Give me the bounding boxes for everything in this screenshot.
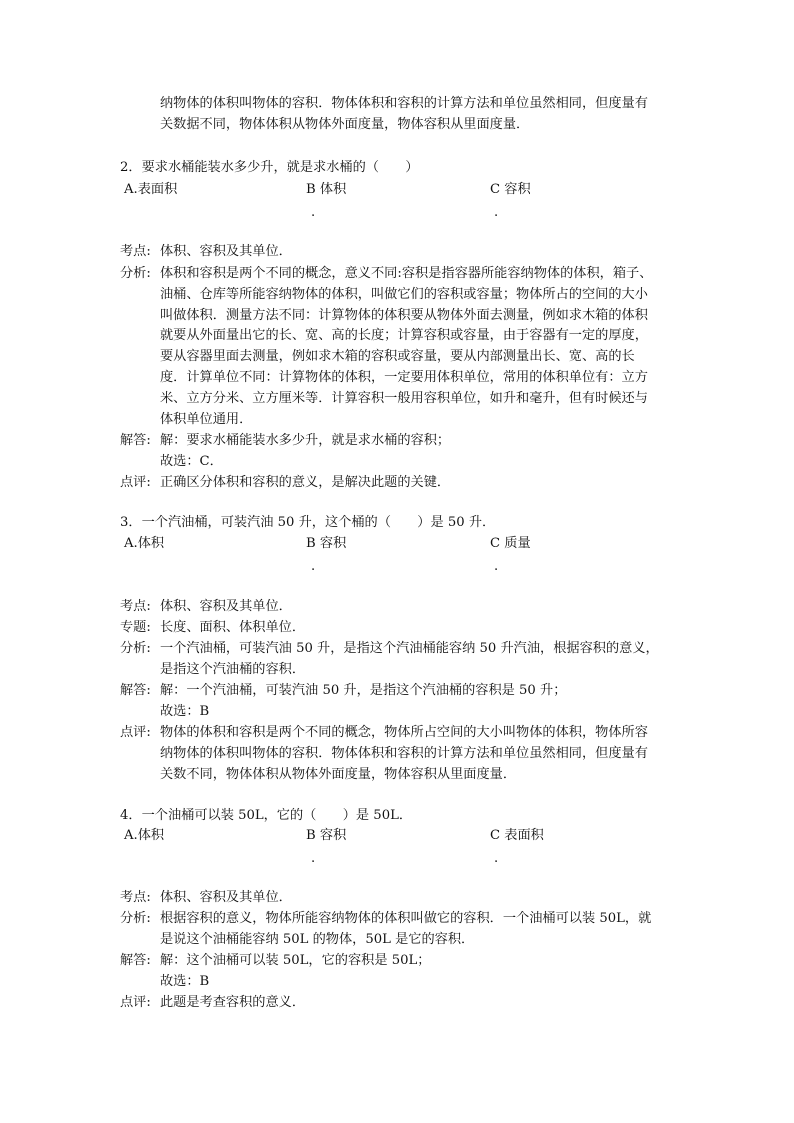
q2-kaodian: 体积、容积及其单位． xyxy=(160,244,292,259)
question-2-stem: 2．要求水桶能装水多少升，就是求水桶的（ ） xyxy=(120,160,419,175)
text-line: 一个汽油桶，可装汽油 50 升，是指这个汽油桶能容纳 50 升汽油，根据容积的意义， xyxy=(160,641,659,656)
q4-option-b: B 容积 xyxy=(306,828,347,843)
text-line: 解：一个汽油桶，可装汽油 50 升，是指这个汽油桶的容积是 50 升； xyxy=(160,683,567,698)
answer-choice: 故选：B xyxy=(160,973,210,989)
q2-option-c-dot: . xyxy=(494,205,499,220)
q4-kaodian-label: 考点: xyxy=(120,890,151,905)
q3-option-c-dot: . xyxy=(494,559,499,574)
answer-choice: 故选：B xyxy=(160,703,210,719)
q3-fenxi-label: 分析: xyxy=(120,641,151,656)
q2-dianping-label: 点评: xyxy=(120,475,151,490)
q3-kaodian-label: 考点: xyxy=(120,599,151,614)
q4-jieda xyxy=(160,951,430,993)
q4-jieda-label: 解答: xyxy=(120,953,151,968)
q2-jieda xyxy=(160,431,450,473)
q4-dianping-label: 点评: xyxy=(120,995,151,1010)
q2-option-b-dot: . xyxy=(311,205,316,220)
q3-dianping-label: 点评: xyxy=(120,725,151,740)
q3-option-b-dot: . xyxy=(311,559,316,574)
q4-fenxi-label: 分析: xyxy=(120,911,151,926)
text-line: 关数据不同，物体体积从物体外面度量，物体容积从里面度量． xyxy=(160,116,530,132)
q4-option-c: C 表面积 xyxy=(490,828,544,843)
q2-jieda-label: 解答: xyxy=(120,433,151,448)
q3-zhuanti: 长度、面积、体积单位． xyxy=(160,620,306,635)
question-4-stem: 4．一个油桶可以装 50L，它的（ ）是 50L． xyxy=(120,808,413,823)
q2-kaodian-label: 考点: xyxy=(120,244,151,259)
text-line: 纳物体的体积叫物体的容积．物体体积和容积的计算方法和单位虽然相同，但度量有 xyxy=(160,745,648,761)
q2-option-c: C 容积 xyxy=(490,182,531,197)
text-line: 要从容器里面去测量，例如求木箱的容积或容量，要从内部测量出长、宽、高的长 xyxy=(160,349,635,365)
q3-kaodian: 体积、容积及其单位． xyxy=(160,599,292,614)
q3-option-b: B 容积 xyxy=(306,536,347,551)
text-line: 是指这个汽油桶的容积． xyxy=(160,661,306,677)
text-line: 叫做体积．测量方法不同：计算物体的体积要从物体外面去测量，例如求木箱的体积 xyxy=(160,307,648,323)
q3-option-c: C 质量 xyxy=(490,536,531,551)
q2-option-b: B 体积 xyxy=(306,182,347,197)
text-line: 根据容积的意义，物体所能容纳物体的体积叫做它的容积．一个油桶可以装 50L，就 xyxy=(160,911,652,926)
text-line: 体积单位通用． xyxy=(160,411,253,427)
text-line: 体积和容积是两个不同的概念，意义不同:容积是指容器所能容纳物体的体积，箱子、 xyxy=(160,266,653,281)
q3-jieda xyxy=(160,681,566,723)
text-line: 是说这个油桶能容纳 50L 的物体，50L 是它的容积． xyxy=(160,931,475,947)
text-line: 物体的体积和容积是两个不同的概念，物体所占空间的大小叫物体的体积，物体所容 xyxy=(160,725,648,740)
text-line: 解：这个油桶可以装 50L，它的容积是 50L； xyxy=(160,953,431,968)
q2-option-a: A.表面积 xyxy=(124,182,178,197)
q4-fenxi xyxy=(160,909,651,951)
q3-dianping xyxy=(160,723,648,785)
text-line: 纳物体的体积叫物体的容积．物体体积和容积的计算方法和单位虽然相同，但度量有 xyxy=(160,96,648,111)
text-line: 度．计算单位不同：计算物体的体积，一定要用体积单位，常用的体积单位有：立方 xyxy=(160,369,648,385)
q4-option-c-dot: . xyxy=(494,851,499,866)
q4-option-b-dot: . xyxy=(311,851,316,866)
text-line: 解：要求水桶能装水多少升，就是求水桶的容积； xyxy=(160,433,451,448)
q2-dianping: 正确区分体积和容积的意义，是解决此题的关键． xyxy=(160,475,451,490)
q3-fenxi xyxy=(160,639,659,681)
intro-paragraph xyxy=(160,94,680,136)
text-line: 关数不同，物体体积从物体外面度量，物体容积从里面度量． xyxy=(160,766,517,782)
text-line: 就要从外面量出它的长、宽、高的长度；计算容积或容量，由于容器有一定的厚度， xyxy=(160,328,648,344)
q3-jieda-label: 解答: xyxy=(120,683,151,698)
question-3-stem: 3．一个汽油桶，可装汽油 50 升，这个桶的（ ）是 50 升． xyxy=(120,515,496,530)
q3-zhuanti-label: 专题: xyxy=(120,620,151,635)
answer-choice: 故选：C． xyxy=(160,453,223,469)
q2-fenxi xyxy=(160,264,652,430)
q2-fenxi-label: 分析: xyxy=(120,266,151,281)
q3-option-a: A.体积 xyxy=(124,536,165,551)
q4-dianping: 此题是考查容积的意义． xyxy=(160,995,306,1010)
text-line: 油桶、仓库等所能容纳物体的体积，叫做它们的容积或容量；物体所占的空间的大小 xyxy=(160,286,648,302)
q4-kaodian: 体积、容积及其单位． xyxy=(160,890,292,905)
text-line: 米、立方分米、立方厘米等．计算容积一般用容积单位，如升和毫升，但有时候还与 xyxy=(160,390,648,406)
q4-option-a: A.体积 xyxy=(124,828,165,843)
